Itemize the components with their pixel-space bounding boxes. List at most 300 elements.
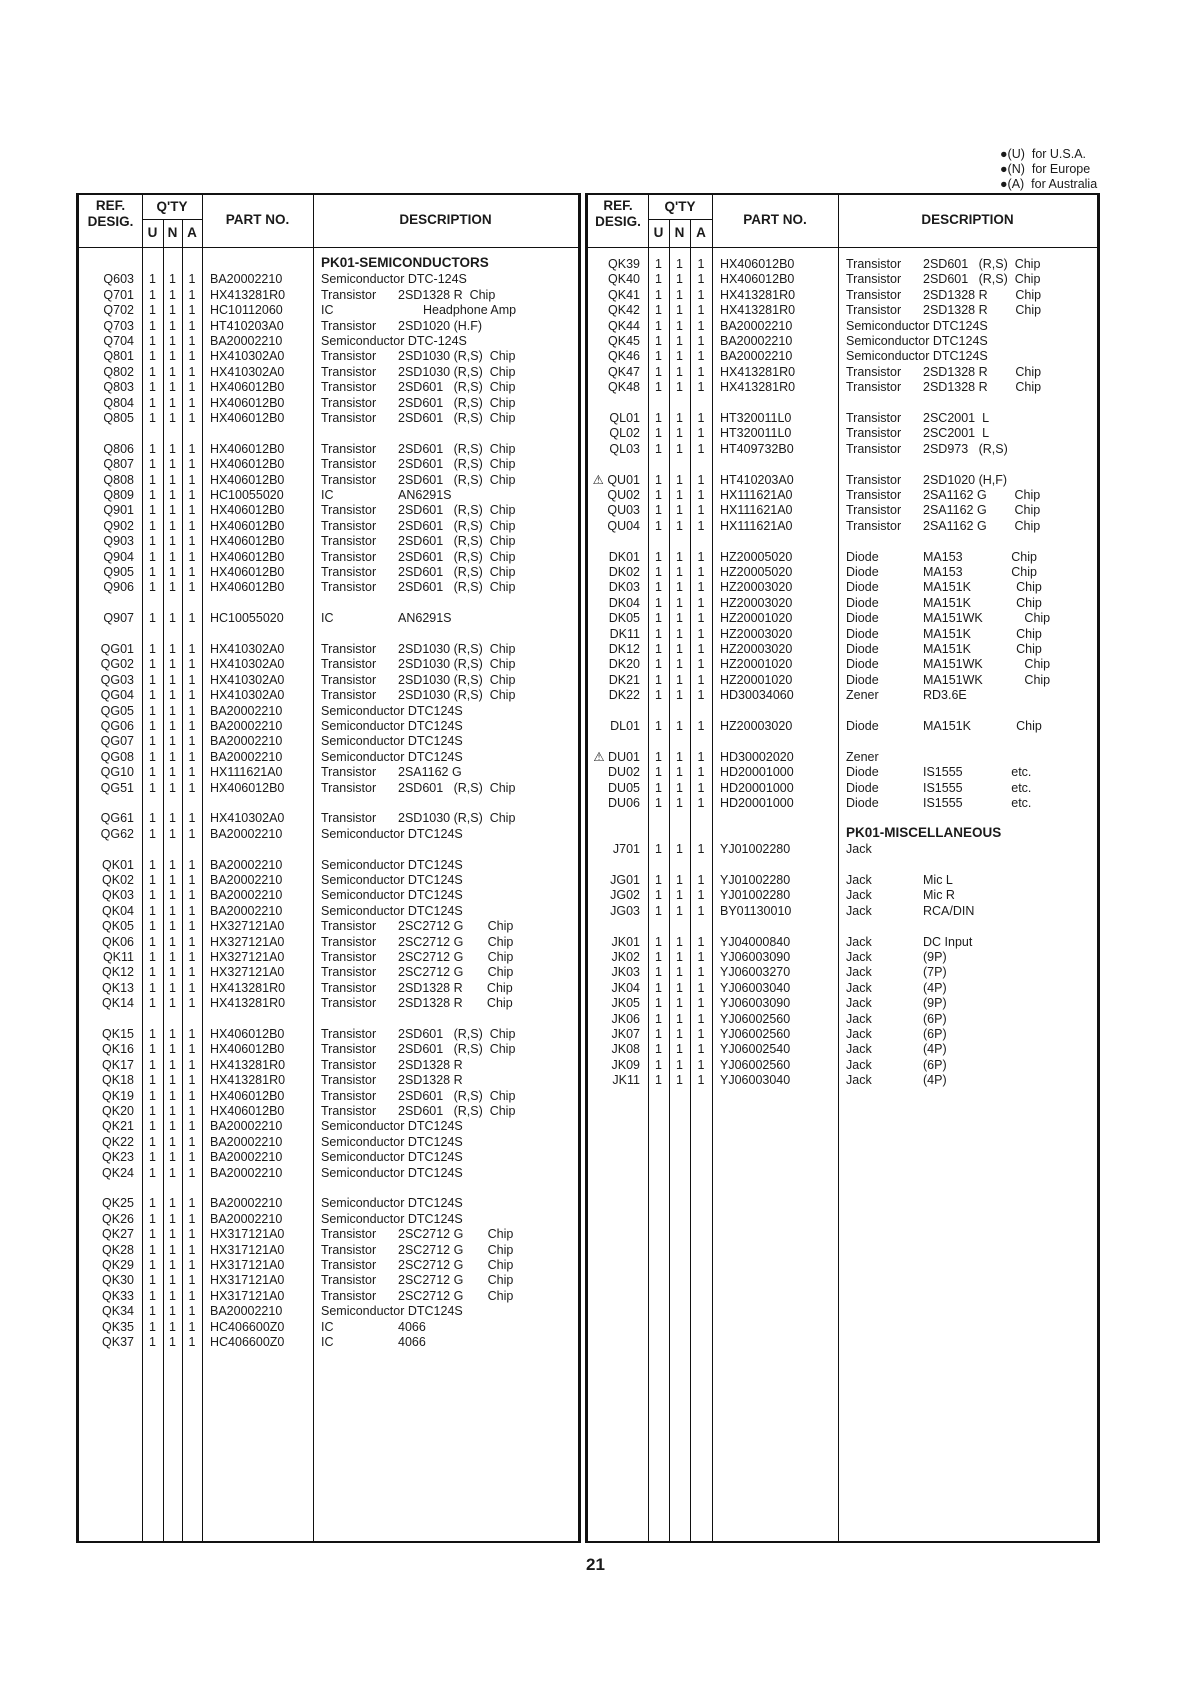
qty-a: 1: [697, 272, 705, 287]
qty-n: 1: [676, 318, 683, 333]
qty-u: 1: [655, 441, 662, 456]
qty-n: 1: [676, 934, 683, 949]
ref-designator: QK20: [102, 1104, 134, 1118]
qty-n: 1: [676, 950, 683, 964]
qty-u: 1: [655, 364, 662, 379]
qty-a: 1: [188, 287, 196, 302]
qty-u: 1: [149, 472, 156, 487]
description-type: Transistor: [846, 287, 902, 302]
qty-n: 1: [169, 1242, 176, 1257]
qty-a: 1: [188, 857, 196, 872]
qty-u: 1: [149, 1134, 156, 1149]
qty-a: 1: [697, 334, 705, 348]
ref-designator: QK24: [102, 1165, 134, 1180]
qty-a: 1: [188, 1165, 196, 1180]
description-detail: 4066: [398, 1319, 426, 1334]
description-detail: 2SC2712 G Chip: [398, 965, 514, 980]
description-type: Semiconductor DTC124S: [321, 1134, 463, 1149]
table-row: [79, 1227, 578, 1242]
ref-designator: Q704: [103, 334, 134, 348]
part-number: YJ06002560: [720, 1057, 791, 1072]
ref-designator: QU04: [607, 518, 640, 533]
ref-designator: JK04: [611, 980, 640, 995]
qty-a: 1: [697, 380, 705, 395]
part-number: HX406012B0: [210, 534, 285, 549]
ref-designator: Q801: [103, 349, 134, 364]
header-n: N: [674, 225, 685, 240]
description-detail: AN6291S: [398, 611, 452, 626]
table-row: [588, 950, 1097, 965]
qty-u: 1: [149, 703, 156, 718]
part-number: HX406012B0: [210, 441, 285, 456]
ref-designator: QK29: [102, 1258, 134, 1272]
qty-n: 1: [169, 580, 176, 595]
qty-u: 1: [149, 780, 156, 795]
table-row: [79, 1212, 578, 1227]
part-number: YJ04000840: [720, 934, 791, 949]
table-row: [79, 765, 578, 780]
ref-designator: DK20: [608, 657, 640, 672]
qty-u: 1: [149, 734, 156, 749]
ref-designator: DU05: [608, 780, 640, 795]
section-title: PK01-SEMICONDUCTORS: [321, 255, 489, 270]
part-number: BA20002210: [210, 703, 283, 718]
description-type: Semiconductor DTC124S: [321, 1119, 463, 1134]
part-number: HX406012B0: [210, 518, 285, 533]
qty-a: 1: [697, 503, 705, 518]
table-row: [79, 950, 578, 965]
section-title: PK01-MISCELLANEOUS: [846, 824, 1002, 840]
ref-designator: Q808: [103, 472, 134, 487]
ref-designator: QK14: [102, 996, 134, 1011]
qty-a: 1: [188, 703, 196, 718]
description-type: Transistor: [321, 287, 377, 302]
qty-n: 1: [169, 934, 176, 949]
part-number: HD20001000: [720, 796, 794, 810]
table-row: [79, 519, 578, 534]
description-type: Semiconductor DTC124S: [846, 334, 988, 348]
description-type: Transistor: [321, 688, 377, 703]
ref-designator: Q907: [103, 611, 134, 626]
qty-n: 1: [169, 1150, 176, 1165]
qty-n: 1: [676, 287, 683, 302]
description-detail: 2SD1328 R: [398, 1057, 463, 1072]
table-row: [588, 781, 1097, 796]
qty-u: 1: [655, 272, 662, 287]
qty-u: 1: [149, 534, 156, 549]
qty-u: 1: [149, 488, 156, 502]
ref-designator: QG07: [100, 734, 134, 749]
description-type: Transistor: [846, 518, 902, 533]
qty-n: 1: [676, 780, 683, 795]
description-type: IC: [321, 1319, 334, 1334]
description-type: Diode: [846, 657, 879, 672]
description-detail: 2SD601 (R,S) Chip: [398, 534, 516, 549]
description-type: Transistor: [321, 934, 377, 949]
qty-u: 1: [149, 287, 156, 302]
description-type: Transistor: [321, 919, 377, 934]
qty-n: 1: [169, 765, 176, 780]
qty-u: 1: [149, 441, 156, 456]
qty-u: 1: [655, 334, 662, 348]
qty-n: 1: [676, 888, 683, 903]
ref-designator: QK44: [608, 318, 640, 333]
description-detail: 2SC2712 G Chip: [398, 1288, 514, 1303]
description-detail: 2SD601 (R,S) Chip: [923, 257, 1041, 271]
qty-n: 1: [676, 549, 683, 564]
table-row: [588, 842, 1097, 857]
part-number: HX413281R0: [720, 380, 796, 395]
qty-u: 1: [655, 765, 662, 780]
qty-u: 1: [149, 611, 156, 626]
qty-a: 1: [188, 734, 196, 749]
description-detail: 2SD1328 R Chip: [923, 364, 1042, 379]
qty-a: 1: [188, 1227, 196, 1242]
ref-designator: DK22: [608, 688, 640, 703]
description-detail: (4P): [923, 1073, 947, 1088]
description-type: Diode: [846, 595, 879, 610]
qty-a: 1: [188, 1288, 196, 1303]
description-type: Transistor: [321, 411, 377, 425]
qty-a: 1: [188, 1335, 196, 1349]
table-row: [588, 411, 1097, 426]
description-detail: 2SC2712 G Chip: [398, 1227, 514, 1242]
part-number: YJ06003040: [720, 1073, 791, 1088]
qty-n: 1: [676, 611, 683, 626]
part-number: HX413281R0: [720, 364, 796, 379]
qty-n: 1: [676, 672, 683, 687]
qty-n: 1: [676, 903, 683, 918]
table-row: [588, 580, 1097, 595]
table-row: [79, 1135, 578, 1150]
table-row: [588, 349, 1097, 364]
ref-designator: Q803: [103, 380, 134, 395]
qty-n: 1: [169, 873, 176, 887]
table-row: [79, 904, 578, 919]
qty-a: 1: [188, 1134, 196, 1149]
ref-designator: QK05: [102, 919, 134, 934]
qty-u: 1: [149, 1073, 156, 1088]
qty-n: 1: [169, 888, 176, 903]
description-detail: DC Input: [923, 934, 973, 949]
ref-designator: Q603: [103, 272, 134, 287]
qty-a: 1: [188, 580, 196, 595]
qty-n: 1: [169, 472, 176, 487]
qty-u: 1: [655, 842, 662, 857]
description-detail: MA151K Chip: [923, 626, 1042, 641]
description-type: Semiconductor DTC-124S: [321, 334, 467, 348]
qty-n: 1: [169, 287, 176, 302]
table-row: [79, 1243, 578, 1258]
qty-a: 1: [188, 1057, 196, 1072]
qty-u: 1: [149, 657, 156, 672]
qty-n: 1: [169, 534, 176, 549]
description-detail: (6P): [923, 1057, 947, 1072]
description-type: Semiconductor DTC124S: [321, 903, 463, 918]
description-type: Transistor: [321, 349, 377, 364]
qty-a: 1: [188, 965, 196, 980]
table-row: [588, 642, 1097, 657]
ref-designator: ⚠ DU01: [593, 749, 640, 764]
part-number: YJ06003090: [720, 950, 791, 964]
description-type: Transistor: [321, 441, 377, 456]
table-row: [79, 488, 578, 503]
table-row: [79, 919, 578, 934]
part-number: BA20002210: [210, 1119, 283, 1134]
qty-u: 1: [655, 349, 662, 364]
description-type: Semiconductor DTC124S: [321, 1150, 463, 1165]
qty-n: 1: [169, 1196, 176, 1211]
qty-a: 1: [697, 965, 705, 980]
description-type: Transistor: [321, 1088, 377, 1103]
description-type: Transistor: [321, 364, 377, 379]
description-type: Transistor: [321, 1288, 377, 1303]
description-type: Transistor: [321, 1073, 377, 1088]
ref-designator: QK35: [102, 1319, 134, 1334]
qty-n: 1: [676, 472, 683, 487]
description-type: Jack: [846, 1073, 872, 1088]
table-row: [79, 380, 578, 395]
qty-u: 1: [655, 796, 662, 810]
description-type: Jack: [846, 903, 872, 918]
qty-n: 1: [169, 950, 176, 964]
qty-n: 1: [169, 1227, 176, 1242]
table-row: [588, 996, 1097, 1011]
table-row: [79, 704, 578, 719]
part-number: YJ06003270: [720, 965, 791, 980]
table-row: [79, 611, 578, 626]
ref-designator: QL03: [609, 441, 640, 456]
part-number: HZ20003020: [720, 626, 793, 641]
qty-u: 1: [149, 1057, 156, 1072]
qty-u: 1: [655, 1027, 662, 1041]
description-type: Transistor: [321, 950, 377, 964]
qty-a: 1: [188, 364, 196, 379]
description-type: Transistor: [321, 457, 377, 472]
description-detail: 2SD1328 R: [398, 1073, 463, 1088]
description-detail: 2SD1328 R Chip: [923, 303, 1042, 318]
ref-designator: QK25: [102, 1196, 134, 1211]
qty-n: 1: [169, 318, 176, 333]
qty-u: 1: [655, 980, 662, 995]
qty-n: 1: [169, 780, 176, 795]
part-number: BA20002210: [210, 857, 283, 872]
description-type: Transistor: [321, 1242, 377, 1257]
qty-u: 1: [149, 411, 156, 425]
qty-a: 1: [697, 765, 705, 780]
qty-a: 1: [697, 287, 705, 302]
table-row: [588, 688, 1097, 703]
part-number: YJ06002560: [720, 1027, 791, 1041]
part-number: HX111621A0: [210, 765, 283, 780]
ref-designator: Q906: [103, 580, 134, 595]
description-type: Diode: [846, 796, 879, 810]
qty-n: 1: [169, 1057, 176, 1072]
qty-a: 1: [697, 580, 705, 595]
description-type: Jack: [846, 888, 872, 903]
part-number: BA20002210: [210, 1196, 283, 1211]
qty-a: 1: [697, 996, 705, 1011]
table-row: [79, 781, 578, 796]
qty-u: 1: [149, 1150, 156, 1165]
qty-u: 1: [149, 1104, 156, 1118]
header-desig: DESIG.: [595, 214, 641, 229]
description-type: Jack: [846, 980, 872, 995]
table-row: [79, 734, 578, 749]
qty-a: 1: [188, 549, 196, 564]
description-detail: 2SC2712 G Chip: [398, 1242, 514, 1257]
part-number: HX406012B0: [210, 380, 285, 395]
description-detail: (7P): [923, 965, 947, 980]
qty-n: 1: [169, 380, 176, 395]
parts-table-right: [585, 193, 1100, 1543]
qty-a: 1: [188, 950, 196, 964]
qty-n: 1: [676, 334, 683, 348]
qty-u: 1: [655, 1011, 662, 1026]
description-detail: 2SC2712 G Chip: [398, 919, 514, 934]
description-type: Zener: [846, 688, 879, 703]
table-row: [79, 1320, 578, 1335]
table-row: [79, 1119, 578, 1134]
qty-u: 1: [655, 672, 662, 687]
ref-designator: DK02: [608, 565, 640, 579]
qty-a: 1: [697, 934, 705, 949]
description-type: Semiconductor DTC124S: [846, 349, 988, 364]
part-number: YJ06003090: [720, 996, 791, 1011]
table-row: [79, 1073, 578, 1088]
qty-n: 1: [169, 349, 176, 364]
ref-designator: QK22: [102, 1134, 134, 1149]
part-number: YJ01002280: [720, 888, 791, 903]
qty-a: 1: [697, 303, 705, 318]
qty-a: 1: [697, 642, 705, 656]
ref-designator: Q901: [103, 503, 134, 518]
description-type: Diode: [846, 626, 879, 641]
description-detail: 2SD601 (R,S) Chip: [398, 580, 516, 595]
part-number: HX406012B0: [720, 257, 795, 271]
qty-a: 1: [697, 688, 705, 703]
part-number: HT410203A0: [720, 472, 794, 487]
description-type: Transistor: [321, 534, 377, 549]
table-row: [79, 1104, 578, 1119]
qty-n: 1: [676, 719, 683, 733]
qty-a: 1: [697, 1011, 705, 1026]
qty-n: 1: [169, 749, 176, 764]
qty-n: 1: [169, 826, 176, 841]
ref-designator: QK03: [102, 888, 134, 903]
description-type: Transistor: [321, 996, 377, 1011]
header-part-no: PART NO.: [743, 212, 807, 227]
description-type: Semiconductor DTC124S: [321, 1304, 463, 1319]
description-detail: 2SD601 (R,S) Chip: [398, 518, 516, 533]
part-number: HX327121A0: [210, 950, 285, 964]
part-number: HX406012B0: [210, 1088, 285, 1103]
description-detail: (6P): [923, 1027, 947, 1041]
qty-a: 1: [188, 1196, 196, 1211]
ref-designator: QL02: [609, 426, 640, 441]
qty-n: 1: [676, 441, 683, 456]
qty-a: 1: [697, 903, 705, 918]
ref-designator: QK18: [102, 1073, 134, 1088]
part-number: HT320011L0: [720, 426, 792, 441]
table-row: [79, 1089, 578, 1104]
description-detail: 2SD1030 (R,S) Chip: [398, 672, 516, 687]
qty-n: 1: [169, 1288, 176, 1303]
qty-n: 1: [169, 1319, 176, 1334]
table-row: [588, 1012, 1097, 1027]
description-type: Jack: [846, 873, 872, 887]
qty-a: 1: [697, 626, 705, 641]
description-type: Diode: [846, 642, 879, 656]
description-type: Diode: [846, 672, 879, 687]
region-legend: [1000, 147, 1190, 192]
description-detail: (9P): [923, 996, 947, 1011]
qty-u: 1: [149, 1211, 156, 1226]
qty-u: 1: [149, 888, 156, 903]
qty-u: 1: [149, 857, 156, 872]
description-type: Semiconductor DTC124S: [321, 888, 463, 903]
ref-designator: QK17: [102, 1057, 134, 1072]
qty-a: 1: [188, 642, 196, 656]
qty-n: 1: [169, 672, 176, 687]
table-row: [588, 627, 1097, 642]
qty-n: 1: [169, 303, 176, 318]
ref-designator: QG10: [100, 765, 134, 780]
ref-designator: QK48: [608, 380, 640, 395]
qty-n: 1: [169, 996, 176, 1011]
description-type: IC: [321, 611, 334, 626]
table-row: [79, 673, 578, 688]
table-row: [79, 580, 578, 595]
qty-a: 1: [188, 303, 196, 318]
table-row: [79, 349, 578, 364]
ref-designator: QL01: [609, 411, 640, 425]
table-row: [79, 1058, 578, 1073]
description-detail: 2SD601 (R,S) Chip: [398, 395, 516, 410]
qty-n: 1: [676, 1057, 683, 1072]
ref-designator: QG08: [100, 749, 134, 764]
part-number: YJ06002560: [720, 1011, 791, 1026]
table-row: [588, 796, 1097, 811]
page-number: 21: [586, 1555, 605, 1574]
description-detail: 2SC2712 G Chip: [398, 1273, 514, 1288]
qty-u: 1: [149, 934, 156, 949]
ref-designator: QG62: [100, 826, 134, 841]
description-detail: 2SD601 (R,S) Chip: [398, 380, 516, 395]
qty-n: 1: [169, 1104, 176, 1118]
qty-u: 1: [149, 965, 156, 980]
description-type: Semiconductor DTC-124S: [321, 272, 467, 287]
part-number: HZ20003020: [720, 580, 793, 595]
qty-n: 1: [676, 842, 683, 857]
table-row: [79, 1166, 578, 1181]
qty-n: 1: [169, 441, 176, 456]
qty-u: 1: [655, 1073, 662, 1088]
ref-designator: QK37: [102, 1335, 134, 1349]
part-number: HX410302A0: [210, 642, 285, 656]
qty-a: 1: [188, 1304, 196, 1319]
qty-n: 1: [169, 565, 176, 579]
description-type: Transistor: [321, 642, 377, 656]
part-number: HX413281R0: [210, 1057, 286, 1072]
description-detail: (4P): [923, 1042, 947, 1057]
part-number: BA20002210: [720, 349, 793, 364]
table-row: [588, 1073, 1097, 1088]
part-number: HX406012B0: [210, 580, 285, 595]
description-detail: 2SD601 (R,S) Chip: [398, 1042, 516, 1057]
qty-a: 1: [188, 826, 196, 841]
table-row: [79, 503, 578, 518]
